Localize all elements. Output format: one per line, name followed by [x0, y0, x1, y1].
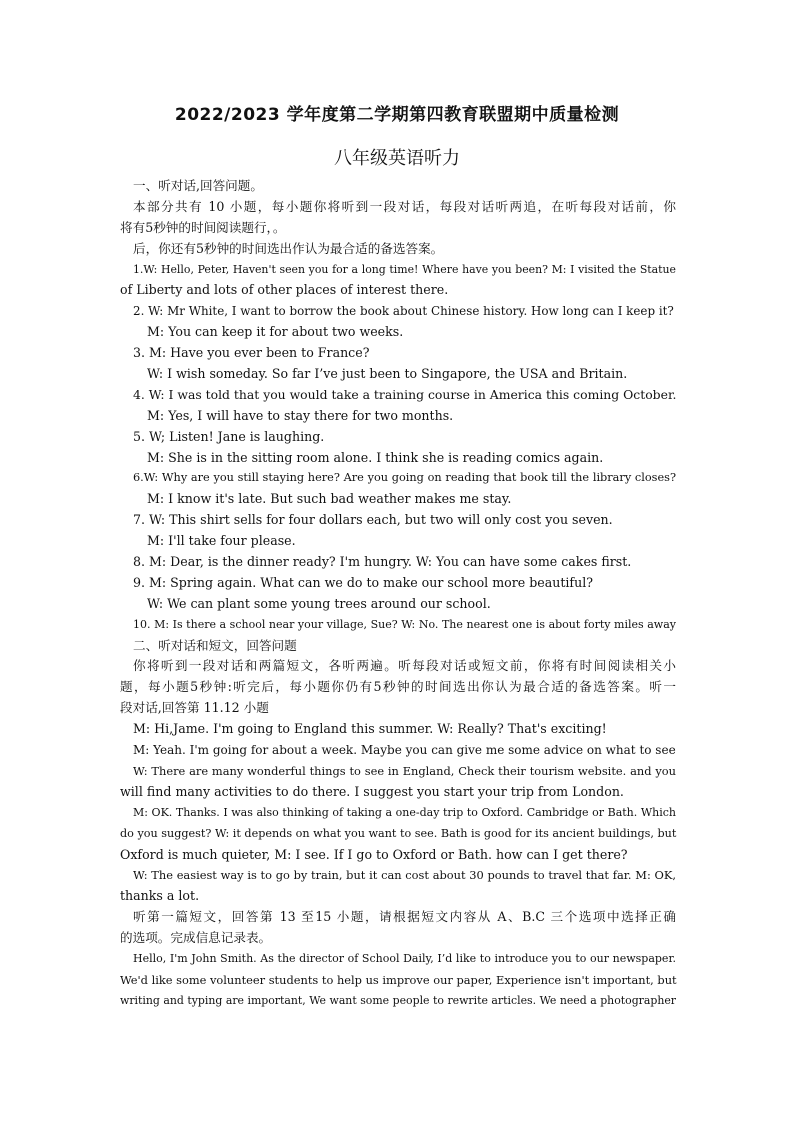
text-line: M: OK. Thanks. I was also thinking of taking a one-day trip to Oxford. Cambridge or Bath. Which [133, 805, 676, 819]
text-line: writing and typing are important, We want some people to rewrite articles. We need a photographer [120, 993, 676, 1007]
text-line: Hello, I'm John Smith. As the director of School Daily, I’d like to introduce you to our newspaper. [133, 951, 676, 965]
text-line: will find many activities to do there. I suggest you start your trip from London. [120, 783, 624, 799]
document-body [120, 176, 676, 1012]
text-line: 10. M: Is there a school near your village, Sue? W: No. The nearest one is about forty miles away [133, 617, 676, 631]
text-line: 8. M: Dear, is the dinner ready? I'm hungry. W: You can have some cakes first. [133, 554, 632, 570]
text-line: 9. M: Spring again. What can we do to make our school more beautiful? [133, 574, 593, 590]
text-line: M: Hi,Jame. I'm going to England this summer. W: Really? That's exciting! [133, 721, 607, 737]
text-line: 将有5秒钟的时间阅读题行，。 [120, 219, 286, 235]
page-subtitle: 八年级英语听力 [334, 148, 460, 169]
text-line: 7. W: This shirt sells for four dollars each, but two will only cost you seven. [133, 512, 613, 528]
text-line: M: I'll take four please. [147, 533, 296, 549]
text-line: M: Yeah. I'm going for about a week. Maybe you can give me some advice on what to see [133, 743, 676, 758]
text-line: 二、听对话和短文，回答问题 [133, 637, 297, 653]
text-line: 题，每小题5秒钟:听完后，每小题你仍有5秒钟的时间选出你认为最合适的备选答案。听一 [120, 679, 676, 695]
page-title: 2022/2023 学年度第二学期第四教育联盟期中质量检测 [174, 105, 620, 125]
text-line: W: The easiest way is to go by train, but it can cost about 30 pounds to travel that far. M: OK, [133, 868, 676, 883]
text-line: M: Yes, I will have to stay there for two months. [147, 407, 454, 423]
text-line: M: I know it's late. But such bad weather makes me stay. [147, 491, 512, 507]
text-line: We'd like some volunteer students to help us improve our paper, Experience isn't important, but [120, 972, 677, 987]
text-line: 5. W; Listen! Jane is laughing. [133, 428, 325, 444]
text-line: of Liberty and lots of other places of interest there. [120, 282, 449, 298]
text-line: 4. W: I was told that you would take a training course in America this coming October. [133, 386, 677, 402]
text-line: W: There are many wonderful things to see in England, Check their tourism website. and you [133, 763, 676, 778]
text-line: 本部分共有 10 小题，每小题你将听到一段对话，每段对话听两追，在听每段对话前，你 [133, 198, 676, 214]
text-line: thanks a lot. [120, 888, 200, 904]
text-line: 1.W: Hello, Peter, Haven't seen you for a long time! Where have you been? M: I visited the Statue [133, 262, 676, 276]
text-line: W: I wish someday. So far I’ve just been to Singapore, the USA and Britain. [147, 366, 628, 382]
text-line: 你将听到一段对话和两篇短文，各听两遍。听每段对话或短文前，你将有时间阅读相关小 [133, 658, 676, 674]
text-line: 3. M: Have you ever been to France? [133, 345, 370, 361]
text-line: 2. W: Mr White, I want to borrow the book about Chinese history. How long can I keep it? [133, 304, 674, 319]
text-line: 后，你还有5秒钟的时间选出作认为最合适的备选答案。 [133, 240, 444, 256]
text-line: do you suggest? W: it depends on what you want to see. Bath is good for its ancient buildings, but [120, 826, 677, 840]
text-line: 一、听对话,回答问题。 [133, 178, 263, 193]
text-line: 6.W: Why are you still staying here? Are you going on reading that book till the library closes? [133, 471, 676, 485]
text-line: M: You can keep it for about two weeks. [147, 324, 404, 340]
text-line: 的选项。完成信息记录表。 [120, 930, 272, 946]
text-line: W: We can plant some young trees around our school. [147, 595, 491, 611]
text-line: Oxford is much quieter, M: I see. If I go to Oxford or Bath. how can I get there? [120, 846, 628, 862]
text-line: 段对话,回答第 11.12 小题 [120, 700, 269, 716]
text-line: 听第一篇短文，回答第 13 至15 小题，请根据短文内容从 A、B.C 三个选项中选择正确 [133, 909, 676, 925]
text-line: M: She is in the sitting room alone. I think she is reading comics again. [147, 449, 604, 465]
